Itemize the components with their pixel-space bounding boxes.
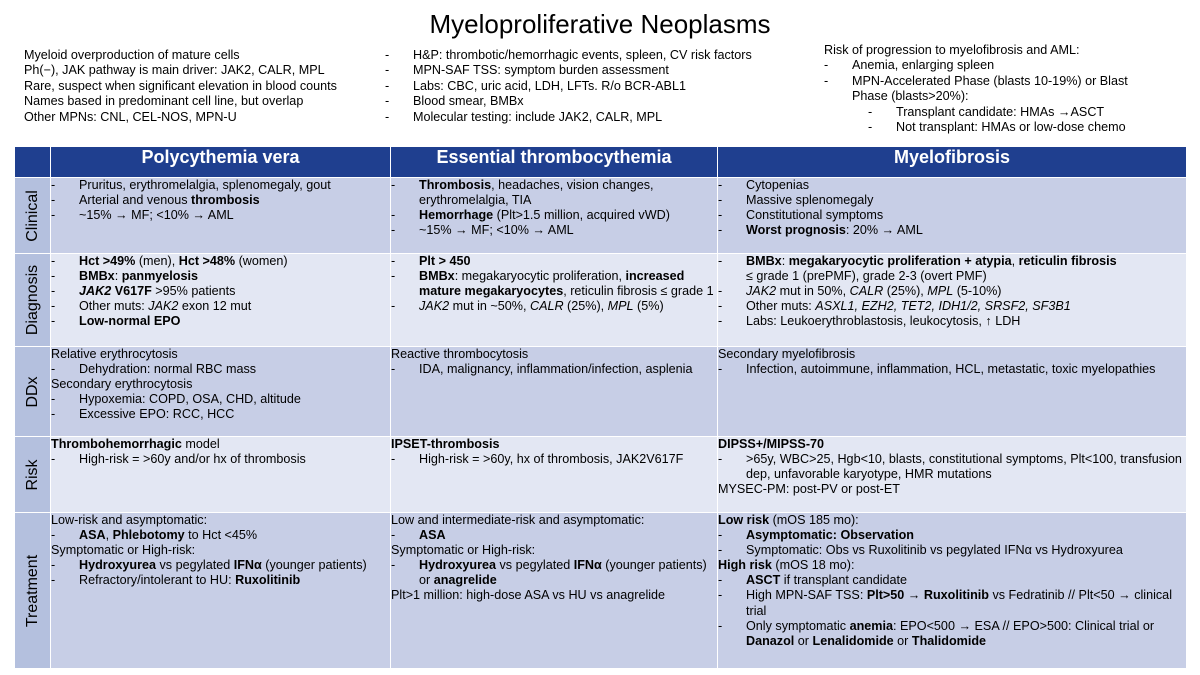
ddx-mf: Secondary myelofibrosis - Infection, autoimmune, inflammation, HCL, metastatic, toxic myelopathies <box>718 347 1187 437</box>
row-label-clinical: Clinical <box>15 178 51 254</box>
ddx-et: Reactive thrombocytosis - IDA, malignancy, inflammation/infection, asplenia <box>391 347 718 437</box>
treatment-mf: Low risk (mOS 185 mo): - Asymptomatic: Observation - Symptomatic: Obs vs Ruxolitinib vs pegylated IFNα vs Hydroxyurea High risk (mOS 18 mo): - ASCT if transplant candidate - High MPN-SAF TSS: Plt>50 → Ruxolitinib vs Fedratinib // Plt<50 → clinical trial - Only symptomatic anemia: EPO<500 → ESA // EPO>500: Clinical trial or Danazol or Lenalidomide or Thalidomide <box>718 513 1187 669</box>
intro-line: Ph(−), JAK pathway is main driver: JAK2, CALR, MPL <box>24 63 325 78</box>
intro-line: Phase (blasts>20%): <box>852 89 969 104</box>
column-header-mf: Myelofibrosis <box>718 147 1187 178</box>
intro-line: Myeloid overproduction of mature cells <box>24 48 240 62</box>
ddx-pv: Relative erythrocytosis - Dehydration: normal RBC mass Secondary erythrocytosis - Hypoxemia: COPD, OSA, CHD, altitude - Excessive EPO: RCC, HCC <box>51 347 391 437</box>
intro-line: - MPN-Accelerated Phase (blasts 10-19%) or Blast <box>824 73 1128 88</box>
intro-workup <box>385 48 805 125</box>
intro-progression <box>824 43 1194 135</box>
treatment-et: Low and intermediate-risk and asymptomatic: - ASA Symptomatic or High-risk: - Hydroxyurea vs pegylated IFNα (younger patients) or anagrelide Plt>1 million: high-dose ASA vs HU vs anagrelide <box>391 513 718 669</box>
diagnosis-pv: - Hct >49% (men), Hct >48% (women) - BMBx: panmyelosis - JAK2 V617F >95% patients - Other muts: JAK2 exon 12 mut - Low-normal EPO <box>51 254 391 347</box>
row-label-risk: Risk <box>15 437 51 513</box>
row-label-ddx: DDx <box>15 347 51 437</box>
row-label-treatment: Treatment <box>15 513 51 669</box>
mpn-comparison-table <box>14 146 1187 669</box>
intro-subline: - Not transplant: HMAs or low-dose chemo <box>868 120 1126 135</box>
row-label-diagnosis: Diagnosis <box>15 254 51 347</box>
intro-line: - MPN-SAF TSS: symptom burden assessment <box>385 63 669 78</box>
intro-line: Rare, suspect when significant elevation in blood counts <box>24 78 337 93</box>
intro-line: - Anemia, enlarging spleen <box>824 58 995 73</box>
intro-line: - Labs: CBC, uric acid, LDH, LFTs. R/o BCR-ABL1 <box>385 78 686 93</box>
diagnosis-mf: - BMBx: megakaryocytic proliferation + atypia, reticulin fibrosis ≤ grade 1 (prePMF), grade 2-3 (overt PMF) - JAK2 mut in 50%, CALR (25%), MPL (5-10%) - Other muts: ASXL1, EZH2, TET2, IDH1/2, SRSF2, SF3B1 - Labs: Leukoerythroblastosis, leukocytosis, ↑ LDH <box>718 254 1187 347</box>
risk-et: IPSET-thrombosis - High-risk = >60y, hx of thrombosis, JAK2V617F <box>391 437 718 513</box>
intro-overview <box>24 48 384 125</box>
intro-line: - Molecular testing: include JAK2, CALR, MPL <box>385 109 663 124</box>
clinical-pv: - Pruritus, erythromelalgia, splenomegaly, gout - Arterial and venous thrombosis - ~15% → MF; <10% → AML <box>51 178 391 254</box>
header-corner <box>15 147 51 178</box>
intro-subline: - Transplant candidate: HMAs →ASCT <box>868 104 1105 119</box>
clinical-et: - Thrombosis, headaches, vision changes, erythromelalgia, TIA - Hemorrhage (Plt>1.5 million, acquired vWD) - ~15% → MF; <10% → AML <box>391 178 718 254</box>
clinical-mf: - Cytopenias - Massive splenomegaly - Constitutional symptoms - Worst prognosis: 20% → AML <box>718 178 1187 254</box>
diagnosis-et: - Plt > 450 - BMBx: megakaryocytic proliferation, increased mature megakaryocytes, reticulin fibrosis ≤ grade 1 - JAK2 mut in ~50%, CALR (25%), MPL (5%) <box>391 254 718 347</box>
intro-line: - H&P: thrombotic/hemorrhagic events, spleen, CV risk factors <box>385 48 752 62</box>
column-header-pv: Polycythemia vera <box>51 147 391 178</box>
risk-pv: Thrombohemorrhagic model - High-risk = >60y and/or hx of thrombosis <box>51 437 391 513</box>
page-title: Myeloproliferative Neoplasms <box>429 9 771 39</box>
intro-line: - Blood smear, BMBx <box>385 94 524 109</box>
intro-line: Names based in predominant cell line, but overlap <box>24 94 304 109</box>
risk-mf: DIPSS+/MIPSS-70 - >65y, WBC>25, Hgb<10, blasts, constitutional symptoms, Plt<100, transfusion dep, unfavorable karyotype, HMR mutations MYSEC-PM: post-PV or post-ET <box>718 437 1187 513</box>
intro-heading: Risk of progression to myelofibrosis and AML: <box>824 43 1080 57</box>
column-header-et: Essential thrombocythemia <box>391 147 718 178</box>
intro-line: Other MPNs: CNL, CEL-NOS, MPN-U <box>24 109 237 124</box>
treatment-pv: Low-risk and asymptomatic: - ASA, Phlebotomy to Hct <45% Symptomatic or High-risk: - Hydroxyurea vs pegylated IFNα (younger patients) - Refractory/intolerant to HU: Ruxolitinib <box>51 513 391 669</box>
